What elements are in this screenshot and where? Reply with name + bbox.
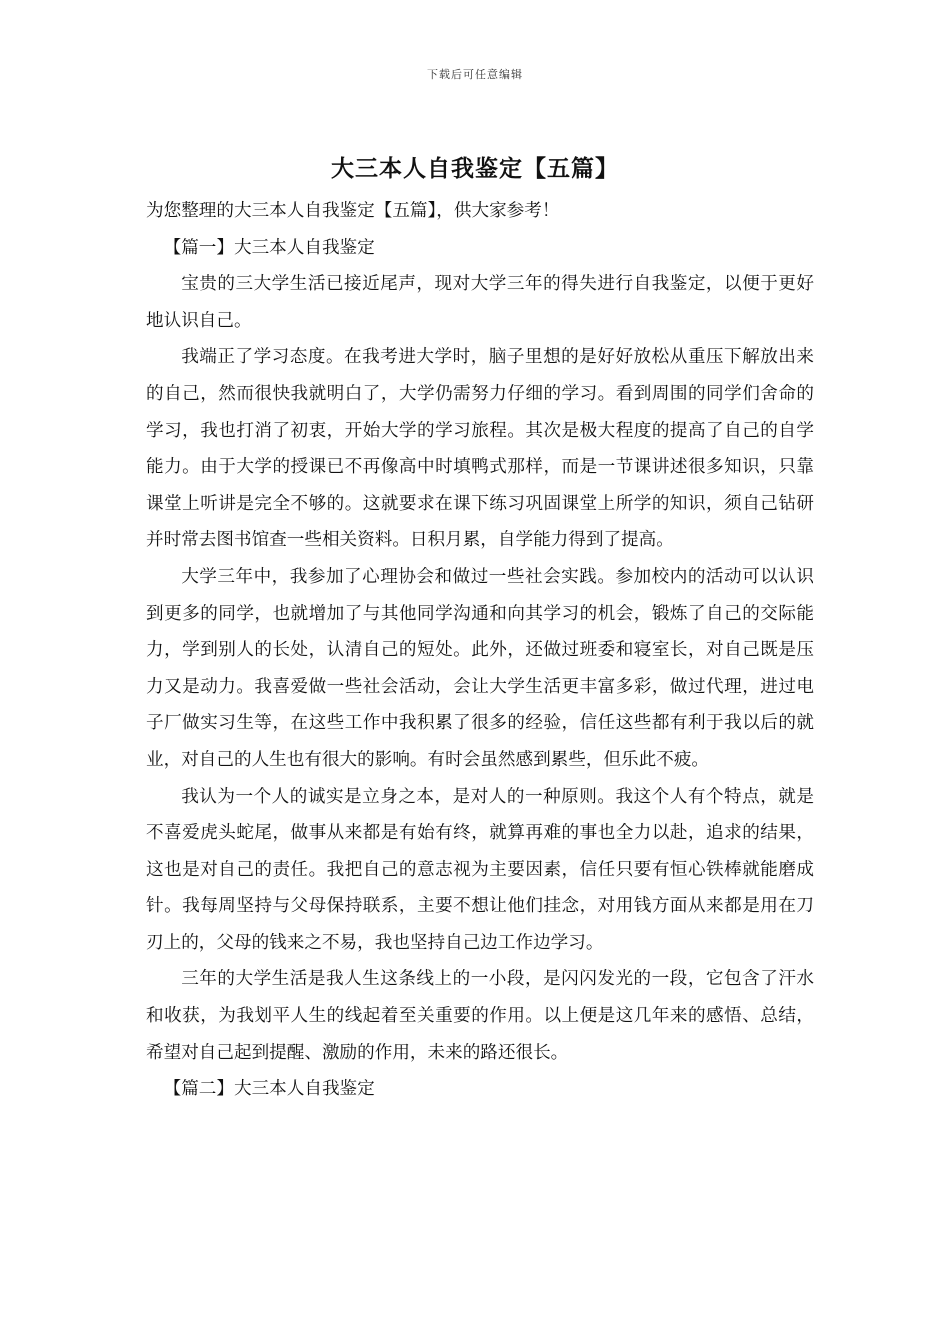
document-title: 大三本人自我鉴定【五篇】: [331, 155, 619, 182]
intro-paragraph: 为您整理的大三本人自我鉴定【五篇】，供大家参考！: [146, 201, 560, 221]
body-paragraph-2: 我端正了学习态度。在我考进大学时，脑子里想的是好好放松从重压下解放出来的自己，然而很快我就明白了，大学仍需努力仔细的学习。看到周围的同学们舍命的学习，我也打消了初衷，开始大学的学习旅程。其次是极大程度的提高了自己的自学能力。由于大学的授课已不再像高中时填鸭式那样，而是一节课讲述很多知识，只靠课堂上听讲是完全不够的。这就要求在课下练习巩固课堂上所学的知识，须自己钻研并时常去图书馆查一些相关资料。日积月累，自学能力得到了提高。: [146, 347, 814, 551]
header-note: 下载后可任意编辑: [427, 68, 523, 81]
body-paragraph-3: 大学三年中，我参加了心理协会和做过一些社会实践。参加校内的活动可以认识到更多的同学，也就增加了与其他同学沟通和向其学习的机会，锻炼了自己的交际能力，学到别人的长处，认清自己的短处。此外，还做过班委和寝室长，对自己既是压力又是动力。我喜爱做一些社会活动，会让大学生活更丰富多彩，做过代理，进过电子厂做实习生等，在这些工作中我积累了很多的经验，信任这些都有利于我以后的就业，对自己的人生也有很大的影响。有时会虽然感到累些，但乐此不疲。: [146, 566, 814, 770]
body-paragraph-5: 三年的大学生活是我人生这条线上的一小段，是闪闪发光的一段，它包含了汗水和收获，为我划平人生的线起着至关重要的作用。以上便是这几年来的感悟、总结，希望对自己起到提醒、激励的作用，未来的路还很长。: [146, 969, 814, 1063]
body-paragraph-4: 我认为一个人的诚实是立身之本，是对人的一种原则。我这个人有个特点，就是不喜爱虎头蛇尾，做事从来都是有始有终，就算再难的事也全力以赴，追求的结果，这也是对自己的责任。我把自己的意志视为主要因素，信任只要有恒心铁棒就能磨成针。我每周坚持与父母保持联系，主要不想让他们挂念，对用钱方面从来都是用在刀刃上的，父母的钱来之不易，我也坚持自己边工作边学习。: [146, 786, 814, 953]
document-body: [146, 193, 814, 1108]
body-paragraph-1: 宝贵的三大学生活已接近尾声，现对大学三年的得失进行自我鉴定，以便于更好地认识自己。: [146, 274, 814, 331]
section-heading-1: 【篇一】大三本人自我鉴定: [163, 237, 375, 258]
section-heading-2: 【篇二】大三本人自我鉴定: [163, 1079, 375, 1100]
